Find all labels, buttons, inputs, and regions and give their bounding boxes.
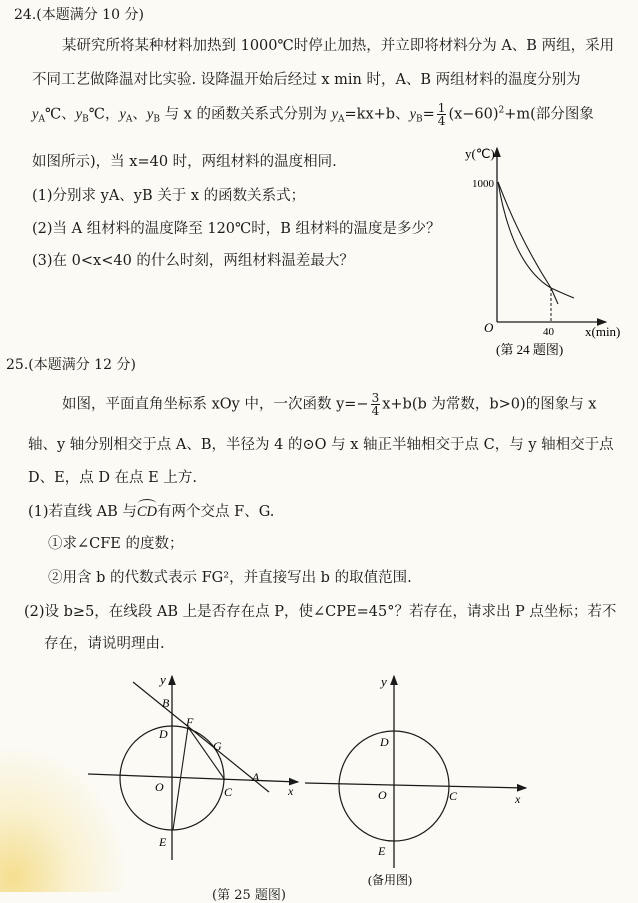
- q25-label-b: B: [162, 696, 170, 710]
- q25-y-label: y: [160, 672, 166, 687]
- q24-x-tick-40: 40: [543, 326, 554, 338]
- q25-subquestion-2-line2: 存在，请说明理由.: [44, 636, 165, 652]
- q24-curve-b: [498, 182, 574, 298]
- q24-x-label: x(min): [585, 324, 621, 339]
- q25-label-o: O: [155, 780, 164, 794]
- q24-text-line3: $y_A℃$、$y_B℃$，$y_A$、$y_B$ 与 x 的函数关系式分别为 $y_A=kx+b$、$y_B=$ $\frac{1}{4}$ $(x-60)^2+m$(部分图象: [32, 101, 594, 128]
- q25-line-ab: [133, 682, 269, 792]
- q24-y-label: y(℃): [465, 146, 495, 161]
- q24-text-line4: 如图所示)，当 x=40 时，两组材料的温度相同.: [32, 154, 337, 170]
- q25-text-line2: 轴、y 轴分别相交于点 A、B，半径为 4 的⊙O 与 x 轴正半轴相交于点 C，与 y 轴相交于点: [28, 437, 614, 453]
- q24-text-line2: 不同工艺做降温对比实验. 设降温开始后经过 x min 时，A、B 两组材料的温度分别为: [32, 72, 581, 88]
- q25-label-g: G: [213, 739, 222, 753]
- q24-l3-ya-expr: =kx+b、: [344, 106, 410, 123]
- q25-label-c: C: [224, 785, 233, 799]
- spare-label-c: C: [449, 789, 458, 803]
- q25-main-figure-caption: (第 25 题图): [212, 888, 286, 903]
- q25-label-e: E: [159, 835, 167, 849]
- q25-main-figure: [70, 660, 310, 892]
- spare-x-axis: [305, 783, 526, 788]
- q25-subquestion-1-ii: ②用含 b 的代数式表示 FG²，并直接写出 b 的取值范围.: [48, 570, 412, 586]
- q25-header: 25.(本题满分 12 分): [6, 357, 136, 373]
- q24-origin-label: O: [484, 320, 494, 335]
- q24-l3-relation: 与 x 的函数关系式分别为: [159, 106, 332, 123]
- q24-l3-tail: (x−60): [448, 106, 499, 123]
- q25-text-line1: [62, 392, 596, 417]
- spare-label-e: E: [378, 844, 386, 858]
- q24-line-a: [498, 182, 558, 304]
- q25-segment-fc: [188, 727, 225, 780]
- q25-spare-figure: [290, 660, 550, 892]
- q25-l1-b: x+b(b 为常数，b>0)的图象与 x: [382, 396, 597, 413]
- spare-figure-caption: (备用图): [368, 873, 412, 887]
- q25-subquestion-1-i: ①求∠CFE 的度数；: [48, 536, 184, 552]
- q25-fraction: $\frac{3}{4}$: [371, 391, 380, 418]
- q24-l3-unit-a: ℃、: [44, 106, 76, 123]
- q24-y-tick-1000: 1000: [472, 178, 494, 190]
- q25-text-line3: D、E，点 D 在点 E 上方.: [28, 470, 197, 486]
- q24-l3-end: +m(部分图象: [504, 106, 594, 123]
- q25-segment-fe: [173, 727, 188, 830]
- spare-y-label: y: [381, 674, 387, 689]
- q24-figure-caption: (第 24 题图): [496, 342, 564, 357]
- q25-label-a: A: [252, 770, 260, 784]
- q24-fraction: $\frac{1}{4}$: [437, 101, 446, 128]
- q25-subquestion-2-line1: (2)设 b≥5，在线段 AB 上是否存在点 P，使∠CPE=45°？若存在，请求出 P 点坐标；若不: [24, 604, 617, 620]
- q24-figure: [440, 140, 638, 360]
- q24-l3-unit-b: ℃，: [88, 106, 120, 123]
- q24-subquestion-1: (1)分别求 yA、yB 关于 x 的函数关系式；: [32, 188, 306, 204]
- q24-header: 24.(本题满分 10 分): [14, 7, 144, 23]
- spare-label-d: D: [380, 735, 389, 749]
- q25-x-label: x: [288, 784, 294, 798]
- q25-sub1-a: (1)若直线 AB 与: [28, 504, 137, 520]
- q24-l3-exp: 2: [498, 105, 505, 116]
- q24-text-line1: 某研究所将某种材料加热到 1000℃时停止加热，并立即将材料分为 A、B 两组，采用: [62, 38, 615, 54]
- q24-subquestion-3: (3)在 0<x<40 的什么时刻，两组材料温差最大？: [32, 253, 354, 269]
- q25-label-f: F: [186, 715, 194, 729]
- q25-l1-a: 如图，平面直角坐标系 xOy 中，一次函数 y=−: [62, 396, 369, 413]
- q25-sub1-b: 有两个交点 F、G.: [157, 504, 275, 520]
- spare-label-o: O: [378, 788, 387, 802]
- q25-subquestion-1: [28, 500, 274, 521]
- q24-subquestion-2: (2)当 A 组材料的温度降至 120℃时，B 组材料的温度是多少？: [32, 221, 441, 237]
- q25-arc-cd: CD: [136, 504, 158, 520]
- spare-x-label: x: [515, 792, 521, 806]
- q25-label-d: D: [159, 727, 168, 741]
